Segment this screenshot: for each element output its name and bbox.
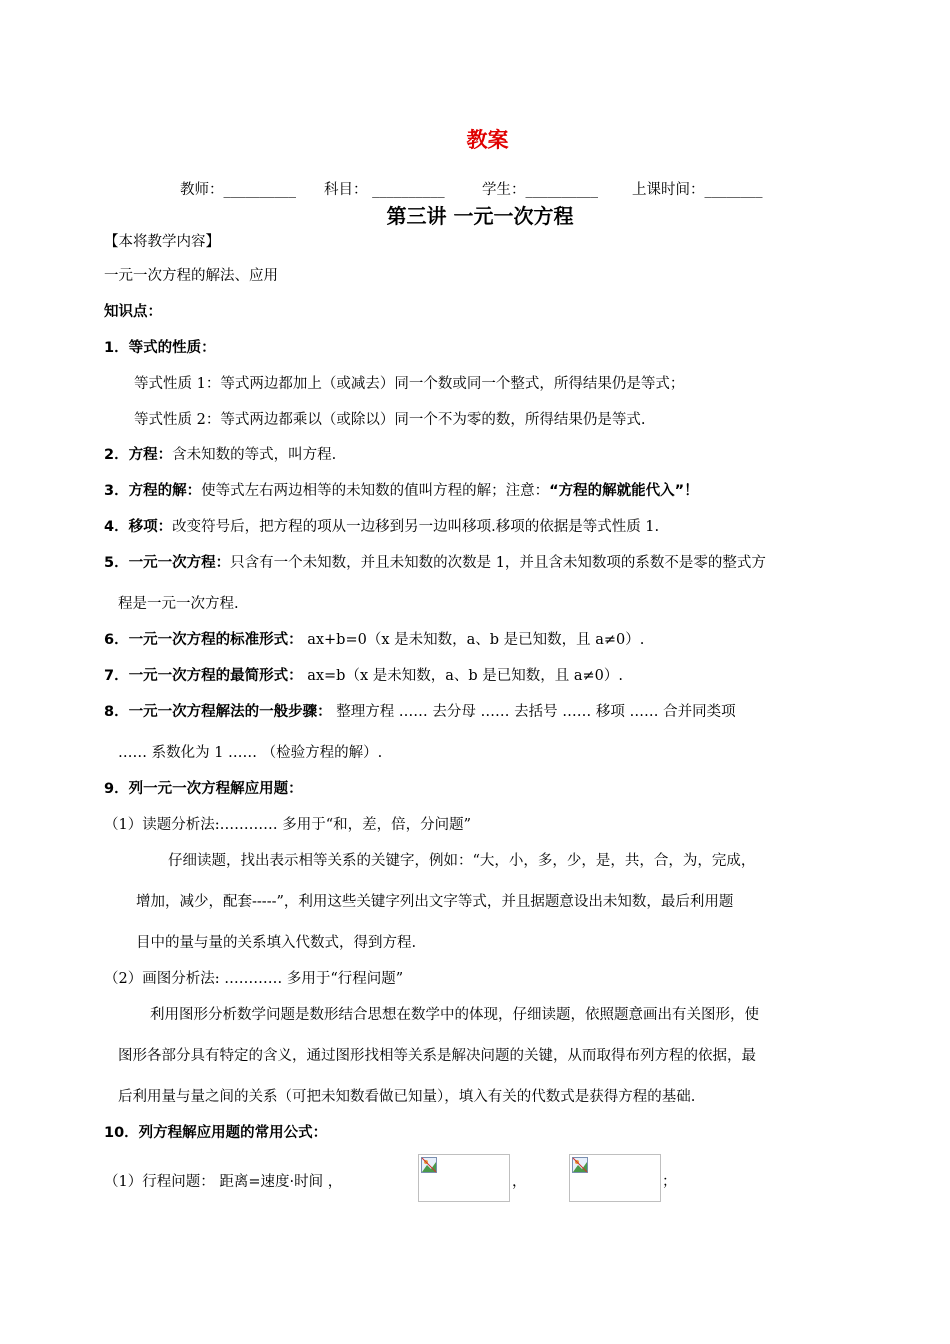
method-2-text-line-3: 后利用量与量之间的关系（可把未知数看做已知量），填入有关的代数式是获得方程的基础.	[118, 1089, 696, 1105]
point-10-title: 10．列方程解应用题的常用公式：	[104, 1125, 328, 1141]
method-1-text-line-1: 仔细读题，找出表示相等关系的关键字，例如：“大，小，多，少，是，共，合，为，完成，	[168, 853, 756, 869]
point-8-continuation: …… 系数化为 1 …… （检验方程的解）.	[118, 745, 383, 761]
point-9-title: 9．列一元一次方程解应用题：	[104, 781, 303, 797]
student-field: 学生：__________	[482, 182, 598, 198]
point-4	[104, 515, 659, 536]
point-5-text: 只含有一个未知数，并且未知数的次数是 1，并且含未知数项的系数不是零的整式方	[230, 555, 766, 571]
document-title: 教案	[466, 128, 509, 152]
point-4-text: 改变符号后，把方程的项从一边移到另一边叫移项.移项的依据是等式性质 1.	[172, 519, 660, 535]
point-8-title: 8．一元一次方程解法的一般步骤：	[104, 704, 332, 720]
point-5-title: 5．一元一次方程：	[104, 555, 231, 571]
point-5-continuation: 程是一元一次方程.	[118, 596, 239, 612]
section-header: 【本将教学内容】	[104, 234, 220, 250]
method-1-text-line-3: 目中的量与量的关系填入代数式，得到方程.	[136, 935, 417, 951]
formula-image-1	[418, 1154, 510, 1202]
subject-field: 科目： __________	[324, 182, 445, 198]
method-1-text-line-2: 增加，减少，配套-----”，利用这些关键字列出文字等式，并且据题意设出未知数，最后利用题	[136, 894, 734, 910]
broken-image-icon	[421, 1157, 437, 1173]
property-2-text: 等式性质 2：等式两边都乘以（或除以）同一个不为零的数，所得结果仍是等式.	[134, 412, 646, 428]
method-2-text-line-2: 图形各部分具有特定的含义，通过图形找相等关系是解决问题的关键，从而取得布列方程的依据，最	[118, 1048, 756, 1064]
point-9-method-2: （2）画图分析法: ………… 多用于“行程问题”	[104, 971, 404, 987]
property-1-text: 等式性质 1：等式两边都加上（或减去）同一个数或同一个整式，所得结果仍是等式；	[134, 376, 685, 392]
point-4-title: 4．移项：	[104, 519, 173, 535]
point-2-title: 2．方程：	[104, 447, 173, 463]
point-7-text: ax=b（x 是未知数，a、b 是已知数，且 a≠0）.	[302, 668, 624, 684]
class-time-field: 上课时间：________	[632, 182, 763, 198]
formula-separator-semicolon: ；	[662, 1174, 677, 1190]
point-6-text: ax+b=0（x 是未知数，a、b 是已知数，且 a≠0）.	[302, 632, 645, 648]
point-2-text: 含未知数的等式，叫方程.	[172, 447, 337, 463]
point-8-text: 整理方程 …… 去分母 …… 去括号 …… 移项 …… 合并同类项	[331, 704, 736, 720]
formula-image-2	[569, 1154, 661, 1202]
point-6-title: 6．一元一次方程的标准形式：	[104, 632, 303, 648]
lecture-subtitle: 第三讲 一元一次方程	[386, 204, 574, 228]
point-5	[104, 551, 766, 572]
formula-separator-comma: ，	[512, 1174, 527, 1190]
point-3-title: 3．方程的解：	[104, 483, 202, 499]
point-10-travel-formula: （1）行程问题： 距离=速度·时间 ，	[104, 1174, 343, 1190]
point-3	[104, 479, 699, 500]
method-2-text-line-1: 利用图形分析数学问题是数形结合思想在数学中的体现，仔细读题，依照题意画出有关图形，使	[150, 1007, 759, 1023]
point-9-method-1: （1）读题分析法:………… 多用于“和，差，倍，分问题”	[104, 817, 472, 833]
point-8	[104, 700, 736, 721]
point-2	[104, 443, 336, 464]
point-3-emphasis: “方程的解就能代入”！	[549, 483, 699, 499]
knowledge-points-label: 知识点：	[104, 304, 162, 320]
point-7-title: 7．一元一次方程的最简形式：	[104, 668, 303, 684]
point-3-text: 使等式左右两边相等的未知数的值叫方程的解；注意：	[201, 483, 550, 499]
intro-text: 一元一次方程的解法、应用	[104, 268, 278, 284]
point-1-title: 1．等式的性质：	[104, 340, 216, 356]
point-6	[104, 628, 644, 649]
broken-image-icon	[572, 1157, 588, 1173]
point-7	[104, 664, 623, 685]
teacher-field: 教师：__________	[180, 182, 296, 198]
